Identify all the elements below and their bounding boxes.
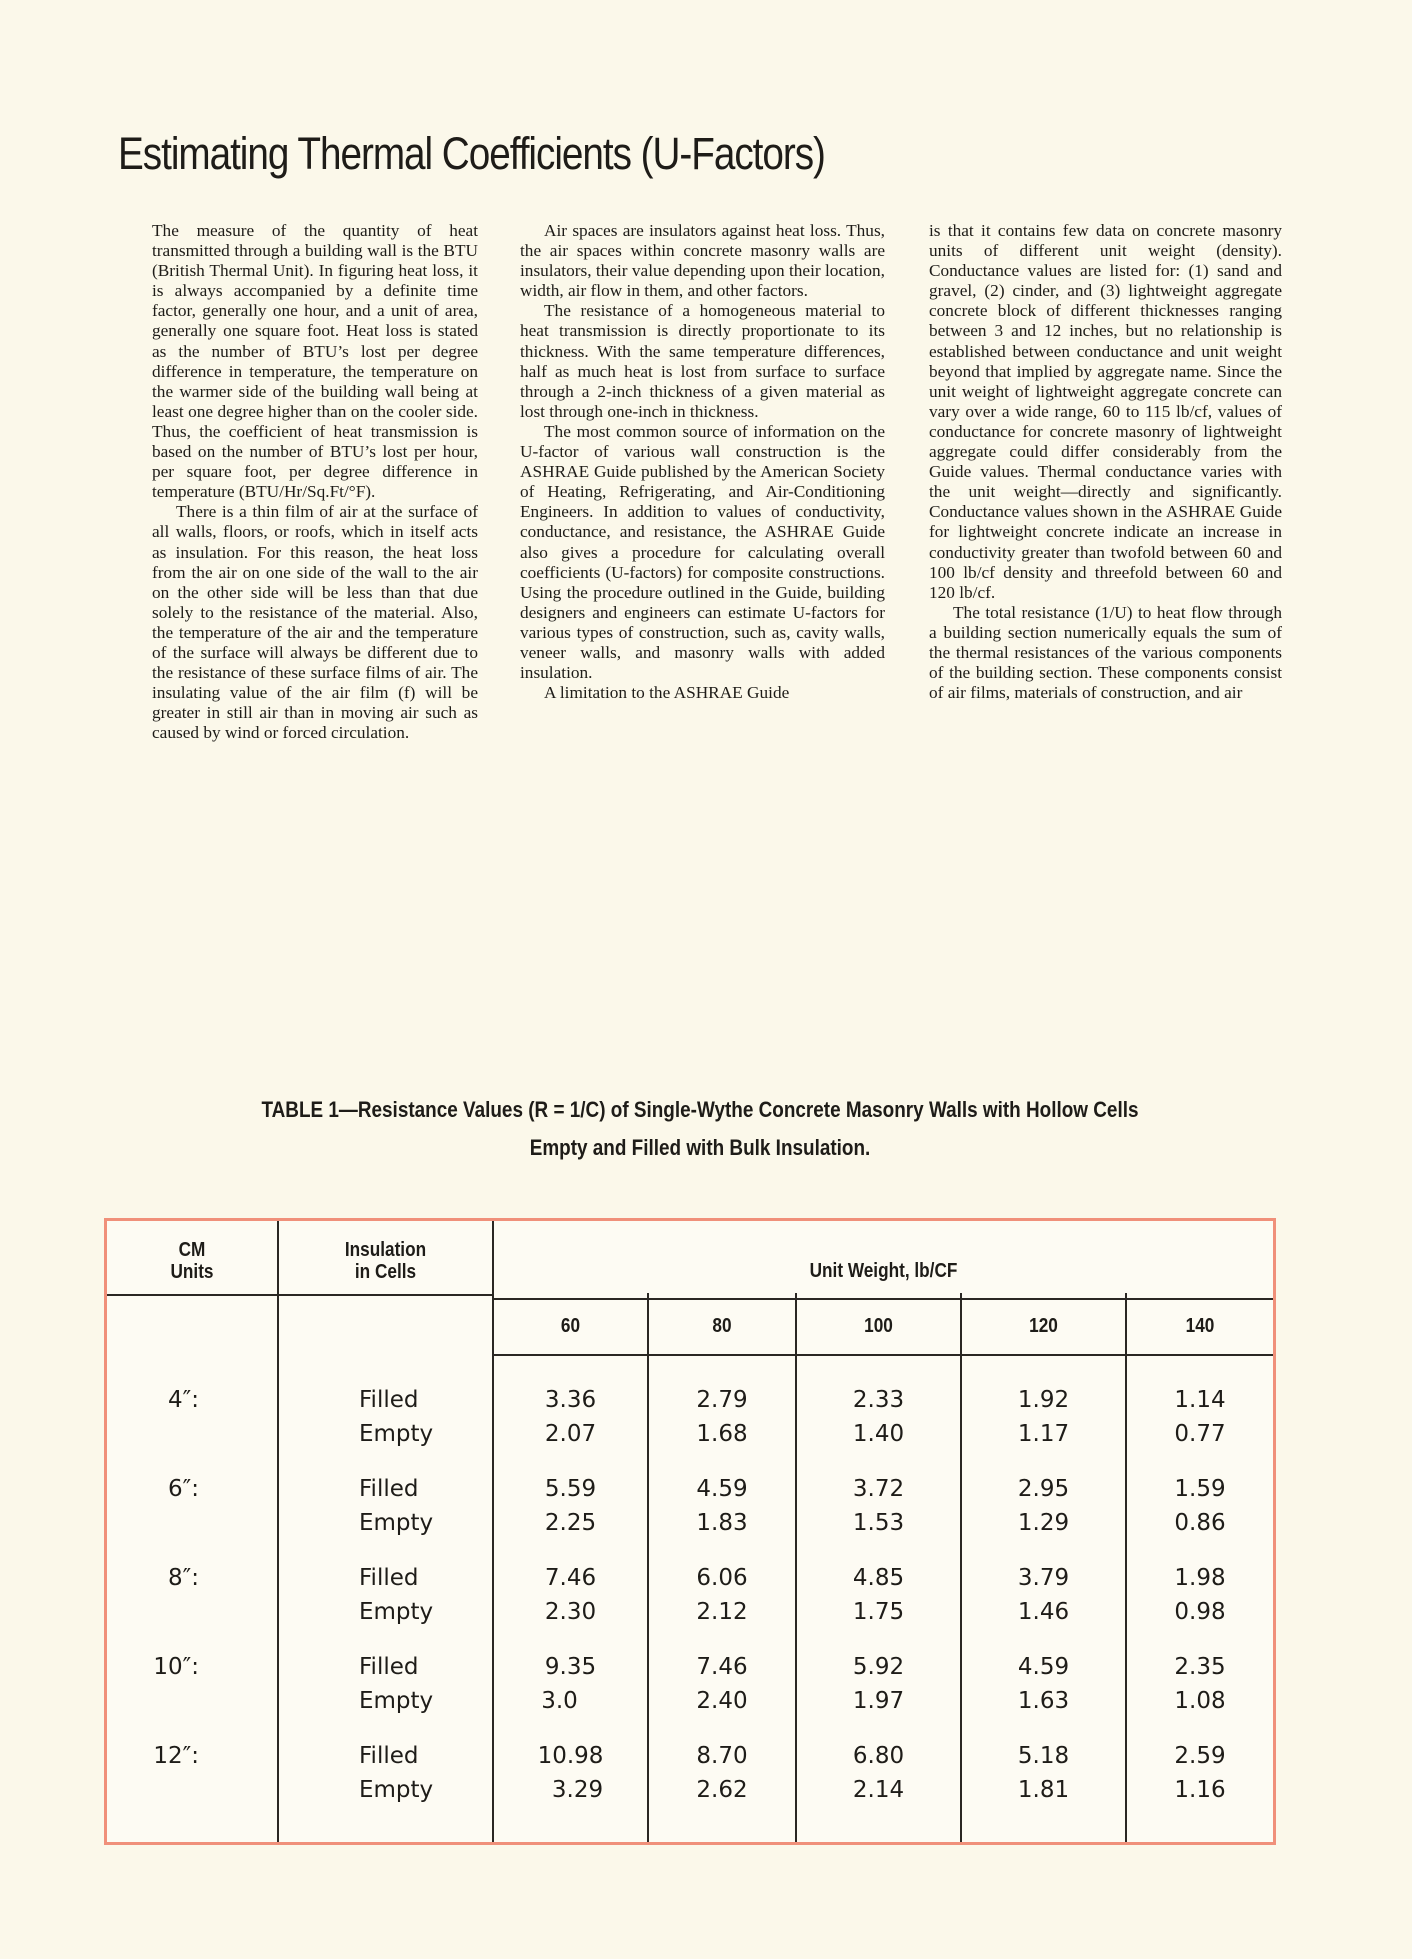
row-label-empty: Empty bbox=[359, 1510, 434, 1536]
paragraph: The resistance of a homogeneous material to heat transmission is directly proportionate to its thickness. With the same temperature differences, half as much heat is lost from surface to surface through a 2-inch thickness of a given material as lost through one-inch in thickness. bbox=[520, 301, 885, 421]
header-weight-100: 100 bbox=[864, 1315, 893, 1337]
text-column-3 bbox=[929, 221, 1282, 703]
table-row-group-12in bbox=[107, 1739, 1273, 1807]
row-label-empty: Empty bbox=[359, 1777, 434, 1803]
value-cell: 2.95 1.29 bbox=[1017, 1476, 1070, 1536]
header-weight-60: 60 bbox=[560, 1315, 581, 1337]
paragraph: The measure of the quantity of heat transmitted through a building wall is the BTU (British Thermal Unit). In figuring heat loss, it is always accompanied by a definite time factor, generally one hour, and a unit of area, generally one square foot. Heat loss is stated as the number of BTU’s lost per degree difference in temperature, the temperature on the warmer side of the building wall being at least one degree higher than on the cooler side. Thus, the coefficient of heat transmission is based on the number of BTU’s lost per hour, per square foot, per degree difference in temperature (BTU/Hr/Sq.Ft/°F). bbox=[152, 221, 478, 502]
value-cell: 7.46 2.30 bbox=[544, 1565, 597, 1625]
value-cell: 4.59 1.83 bbox=[696, 1476, 748, 1536]
page-title: Estimating Thermal Coefficients (U-Factors) bbox=[118, 128, 825, 179]
insulation-label bbox=[359, 1561, 433, 1629]
header-weight-120: 120 bbox=[1029, 1315, 1058, 1337]
value-cell: 1.59 0.86 bbox=[1174, 1476, 1226, 1536]
row-label-empty: Empty bbox=[359, 1599, 434, 1625]
insulation-label bbox=[359, 1472, 433, 1540]
value-cell: 8.70 2.62 bbox=[696, 1743, 748, 1803]
header-unit-weight: Unit Weight, lb/CF bbox=[809, 1260, 958, 1282]
value-cell: 5.59 2.25 bbox=[544, 1476, 597, 1536]
text-column-1 bbox=[152, 221, 478, 743]
header-divider bbox=[107, 1294, 492, 1296]
row-label-empty: Empty bbox=[359, 1421, 434, 1447]
paragraph: The total resistance (1/U) to heat flow through a building section numerically equals the sum of the thermal resistances of the various components of the building section. These components consist of air films, materials of construction, and air bbox=[929, 602, 1282, 703]
cm-size: 8″: bbox=[168, 1565, 199, 1591]
cm-size: 12″: bbox=[153, 1743, 199, 1769]
value-cell: 5.18 1.81 bbox=[1017, 1743, 1070, 1803]
header-text: in Cells bbox=[354, 1261, 417, 1283]
value-cell: 9.35 3.0 bbox=[541, 1654, 597, 1714]
value-cell: 6.06 2.12 bbox=[696, 1565, 748, 1625]
table-row-group-10in bbox=[107, 1650, 1273, 1718]
value-cell: 2.59 1.16 bbox=[1174, 1743, 1226, 1803]
header-weight-140: 140 bbox=[1185, 1315, 1215, 1337]
header-text: Insulation bbox=[344, 1239, 427, 1261]
cm-size: 4″: bbox=[168, 1387, 199, 1413]
value-cell: 2.35 1.08 bbox=[1174, 1654, 1226, 1714]
value-cell: 7.46 2.40 bbox=[696, 1654, 748, 1714]
header-text: Units bbox=[170, 1261, 214, 1283]
value-cell: 6.80 2.14 bbox=[852, 1743, 905, 1803]
table-row-group-4in bbox=[107, 1383, 1273, 1451]
header-insulation bbox=[294, 1239, 477, 1283]
cm-size: 10″: bbox=[153, 1654, 199, 1680]
value-cell: 1.98 0.98 bbox=[1174, 1565, 1226, 1625]
table-caption bbox=[184, 1091, 1216, 1167]
row-label-filled: Filled bbox=[359, 1743, 419, 1769]
row-label-filled: Filled bbox=[359, 1387, 419, 1413]
value-cell: 4.59 1.63 bbox=[1017, 1654, 1070, 1714]
paragraph: A limitation to the ASHRAE Guide bbox=[544, 683, 790, 703]
value-cell: 3.36 2.07 bbox=[544, 1387, 597, 1447]
row-label-empty: Empty bbox=[359, 1688, 434, 1714]
row-label-filled: Filled bbox=[359, 1654, 419, 1680]
value-cell: 3.72 1.53 bbox=[852, 1476, 905, 1536]
resistance-values-table bbox=[104, 1218, 1276, 1845]
text-column-2 bbox=[520, 221, 885, 703]
cm-size: 6″: bbox=[168, 1476, 199, 1502]
value-cell: 2.79 1.68 bbox=[696, 1387, 748, 1447]
paragraph: Air spaces are insulators against heat loss. Thus, the air spaces within concrete masonry walls are insulators, their value depending upon their location, width, air flow in them, and other factors. bbox=[520, 221, 885, 301]
header-divider bbox=[492, 1298, 1273, 1300]
table-caption-line-1: TABLE 1—Resistance Values (R = 1/C) of Single-Wythe Concrete Masonry Walls with Hollow Cells bbox=[261, 1097, 1139, 1122]
header-weight-80: 80 bbox=[712, 1315, 732, 1337]
value-cell: 10.98 3.29 bbox=[537, 1743, 604, 1803]
header-cm-units bbox=[119, 1239, 265, 1283]
paragraph: There is a thin film of air at the surface of all walls, floors, or roofs, which in itself acts as insulation. For this reason, the heat loss from the air on one side of the wall to the air on the other side will be less than that due solely to the resistance of the material. Also, the temperature of the air and the temperature of the surface will always be different due to the resistance of these surface films of air. The insulating value of the air film (f) will be greater in still air than in moving air such as caused by wind or forced circulation. bbox=[152, 502, 478, 743]
insulation-label bbox=[359, 1383, 433, 1451]
table-row-group-8in bbox=[107, 1561, 1273, 1629]
insulation-label bbox=[359, 1739, 433, 1807]
subheader-divider bbox=[492, 1354, 1273, 1356]
paragraph: is that it contains few data on concrete masonry units of different unit weight (density). Conductance values are listed for: (1) sand and gravel, (2) cinder, and (3) lightweight aggregate concrete block of different thicknesses ranging between 3 and 12 inches, but no relationship is established between conductance and unit weight beyond that implied by aggregate name. Since the unit weight of lightweight aggregate concrete can vary over a wide range, 60 to 115 lb/cf, values of conductance for concrete masonry of lightweight aggregate could differ considerably from the Guide values. Thermal conductance varies with the unit weight—directly and significantly. Conductance values shown in the ASHRAE Guide for lightweight concrete indicate an increase in conductivity greater than twofold between 60 and 100 lb/cf density and threefold between 60 and 120 lb/cf. bbox=[929, 221, 1282, 602]
value-cell: 5.92 1.97 bbox=[852, 1654, 905, 1714]
header-text: CM bbox=[178, 1239, 206, 1261]
paragraph: The most common source of information on the U-factor of various wall construction is the ASHRAE Guide published by the American Society of Heating, Refrigerating, and Air-Conditioning Engineers. In addition to values of conductivity, conductance, and resistance, the ASHRAE Guide also gives a procedure for calculating overall coefficients (U-factors) for composite constructions. Using the procedure outlined in the Guide, building designers and engineers can estimate U-factors for various types of construction, such as, cavity walls, veneer walls, and masonry walls with added insulation. bbox=[520, 421, 885, 683]
row-label-filled: Filled bbox=[359, 1565, 419, 1591]
table-row-group-6in bbox=[107, 1472, 1273, 1540]
value-cell: 4.85 1.75 bbox=[852, 1565, 905, 1625]
value-cell: 2.33 1.40 bbox=[852, 1387, 905, 1447]
insulation-label bbox=[359, 1650, 433, 1718]
value-cell: 1.92 1.17 bbox=[1017, 1387, 1070, 1447]
value-cell: 1.14 0.77 bbox=[1174, 1387, 1226, 1447]
table-caption-line-2: Empty and Filled with Bulk Insulation. bbox=[529, 1135, 871, 1160]
value-cell: 3.79 1.46 bbox=[1017, 1565, 1070, 1625]
row-label-filled: Filled bbox=[359, 1476, 419, 1502]
